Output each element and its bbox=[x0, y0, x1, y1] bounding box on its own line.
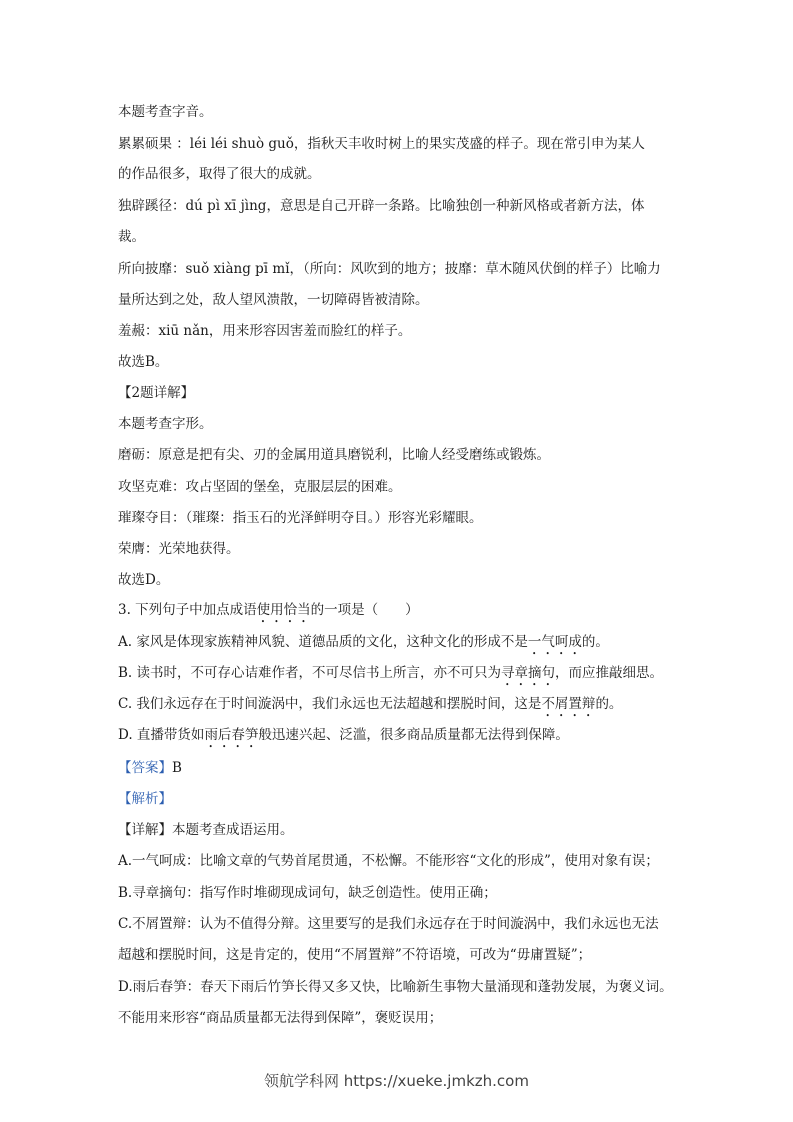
text-line: 不能用来形容“商品质量都无法得到保障”，褒贬误用； bbox=[118, 1010, 443, 1026]
option-d: D. 直播带货如雨后春笋般迅速兴起、泛滥，很多商品质量都无法得到保障。 bbox=[118, 727, 569, 743]
text-line: 攻坚克难：攻占坚固的堡垒，克服层层的困难。 bbox=[118, 479, 402, 495]
text-line: D.雨后春笋：春天下雨后竹笋长得又多又快，比喻新生事物大量涌现和蓬勃发展，为褒义词。 bbox=[118, 979, 673, 995]
text-line: C.不屑置辩：认为不值得分辩。这里要写的是我们永远存在于时间漩涡中，我们永远也无法 bbox=[118, 916, 659, 932]
option-c: C. 我们永远存在于时间漩涡中，我们永远也无法超越和摆脱时间，这是不屑置辩的。 bbox=[118, 696, 623, 712]
text-line: 故选D。 bbox=[118, 572, 170, 588]
section-heading: 【2题详解】 bbox=[118, 385, 195, 401]
text-line: 故选B。 bbox=[118, 354, 169, 370]
text-line: 【详解】本题考查成语运用。 bbox=[118, 822, 294, 838]
footer-watermark: 领航学科网 https://xueke.jmkzh.com bbox=[264, 1072, 529, 1090]
text-line: 磨砺：原意是把有尖、刃的金属用道具磨锐利，比喻人经受磨练或锻炼。 bbox=[118, 447, 550, 463]
text-line: 本题考查字音。 bbox=[118, 104, 213, 120]
text-line: 量所达到之处，敌人望风溃散，一切障碍皆被清除。 bbox=[118, 292, 429, 308]
question-stem: 3. 下列句子中加点成语使用恰当的一项是（ ） bbox=[118, 602, 419, 618]
text-line: 所向披靡：suǒ xiàng pī mǐ，（所向：风吹到的地方；披靡：草木随风伏倒的样子）比喻力 bbox=[118, 261, 661, 277]
text-line: 璀璨夺目：（璀璨：指玉石的光泽鲜明夺目。）形容光彩耀眼。 bbox=[118, 510, 483, 526]
text-line: 的作品很多，取得了很大的成就。 bbox=[118, 166, 321, 182]
text-line: 本题考查字形。 bbox=[118, 416, 213, 432]
answer-line bbox=[118, 758, 688, 778]
text-line: 累累硕果 ：léi léi shuò guǒ，指秋天丰收时树上的果实茂盛的样子。现在常引申为某人 bbox=[118, 136, 645, 152]
text-line: B.寻章摘句：指写作时堆砌现成词句，缺乏创造性。使用正确； bbox=[118, 885, 497, 901]
text-line: 裁。 bbox=[118, 229, 145, 245]
option-a: A. 家风是体现家族精神风貌、道德品质的文化，这种文化的形成不是一气呵成的。 bbox=[118, 634, 609, 650]
analysis-tag: 【解析】 bbox=[118, 791, 172, 807]
answer-value: B bbox=[172, 760, 182, 776]
text-line: A.一气呵成：比喻文章的气势首尾贯通，不松懈。不能形容“文化的形成”，使用对象有误； bbox=[118, 853, 659, 869]
text-line: 荣膺：光荣地获得。 bbox=[118, 541, 240, 557]
text-line: 羞赧：xiū nǎn，用来形容因害羞而脸红的样子。 bbox=[118, 323, 412, 339]
text-line: 独辟蹊径：dú pì xī jìng，意思是自己开辟一条路。比喻独创一种新风格或者新方法，体 bbox=[118, 198, 645, 214]
text-line: 超越和摆脱时间，这是肯定的，使用“不屑置辩”不符语境，可改为“毋庸置疑”； bbox=[118, 947, 592, 963]
answer-tag: 【答案】 bbox=[118, 760, 172, 776]
option-b: B. 读书时，不可存心诘难作者，不可尽信书上所言，亦不可只为寻章摘句，而应推敲细思。 bbox=[118, 665, 664, 681]
